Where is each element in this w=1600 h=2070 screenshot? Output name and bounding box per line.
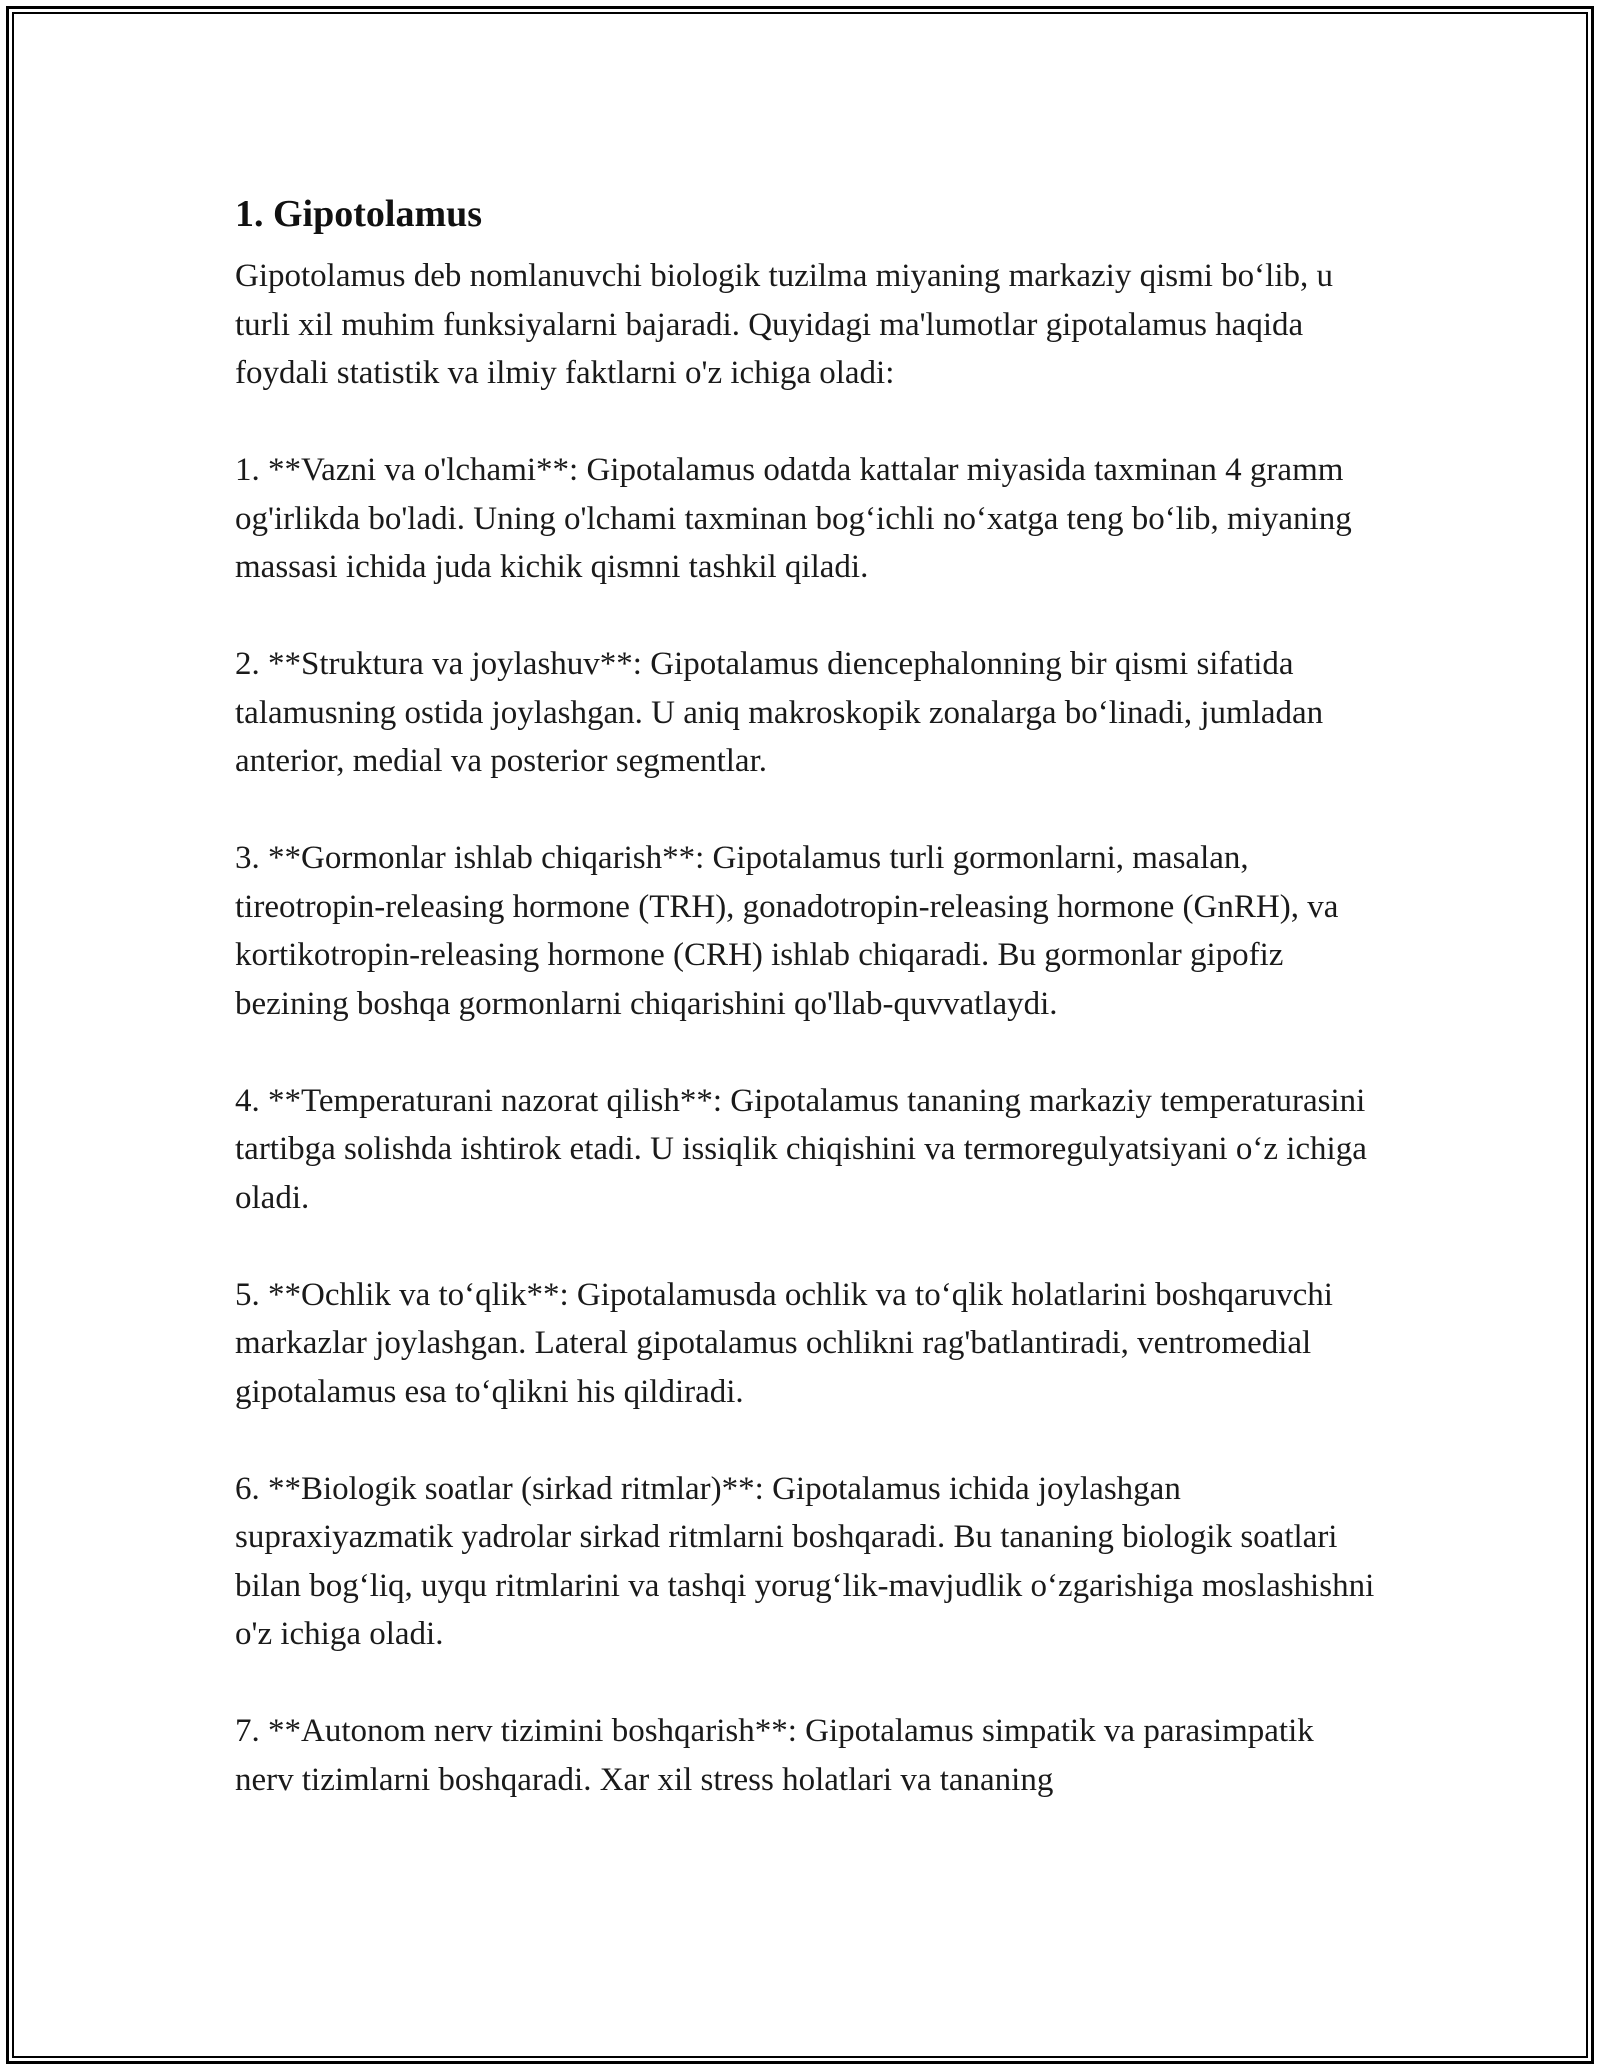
fact-hormone-production: 3. **Gormonlar ishlab chiqarish**: Gipotalamus turli gormonlarni, masalan, tireotropin-releasing hormone (TRH), gonadotropin-releasing hormone (GnRH), va kortikotropin-releasing hormone (CRH) ishlab chiqaradi. Bu gormonlar gipofiz bezining boshqa gormonlarni chiqarishini qo'llab-quvvatlaydi. <box>235 840 1339 1022</box>
fact-circadian-rhythms: 6. **Biologik soatlar (sirkad ritmlar)**: Gipotalamus ichida joylashgan supraxiyazmatik yadrolar sirkad ritmlarni boshqaradi. Bu tananing biologik soatlari bilan bog‘liq, uyqu ritmlarini va tashqi yorug‘lik-mavjudlik o‘zgarishiga moslashishni o'z ichiga oladi. <box>235 1470 1375 1652</box>
fact-hunger-satiety: 5. **Ochlik va to‘qlik**: Gipotalamusda ochlik va to‘qlik holatlarini boshqaruvchi markazlar joylashgan. Lateral gipotalamus ochlikni rag'batlantiradi, ventromedial gipotalamus esa to‘qlikni his qildiradi. <box>235 1276 1333 1410</box>
intro-paragraph: Gipotolamus deb nomlanuvchi biologik tuzilma miyaning markaziy qismi bo‘lib, u turli xil muhim funksiyalarni bajaradi. Quyidagi ma'lumotlar gipotalamus haqida foydali statistik va ilmiy faktlarni o'z ichiga oladi: <box>235 258 1334 391</box>
fact-structure-location: 2. **Struktura va joylashuv**: Gipotalamus diencephalonning bir qismi sifatida talamusning ostida joylashgan. U aniq makroskopik zonalarga bo‘linadi, jumladan anterior, medial va posterior segmentlar. <box>235 646 1324 779</box>
section-heading: 1. Gipotolamus <box>235 193 483 235</box>
fact-autonomic-nervous-system: 7. **Autonom nerv tizimini boshqarish**: Gipotalamus simpatik va parasimpatik nerv tizimlarni boshqaradi. Xar xil stress holatlari va tananing <box>235 1713 1314 1798</box>
fact-temperature-control: 4. **Temperaturani nazorat qilish**: Gipotalamus tananing markaziy temperaturasini tartibga solishda ishtirok etadi. U issiqlik chiqishini va termoregulyatsiyani o‘z ichiga oladi. <box>235 1082 1367 1216</box>
document-body <box>235 186 1375 1853</box>
fact-weight-size: 1. **Vazni va o'lchami**: Gipotalamus odatda kattalar miyasida taxminan 4 gramm og'irlikda bo'ladi. Uning o'lchami taxminan bog‘ichli no‘xatga teng bo‘lib, miyaning massasi ichida juda kichik qismni tashkil qiladi. <box>235 452 1352 585</box>
